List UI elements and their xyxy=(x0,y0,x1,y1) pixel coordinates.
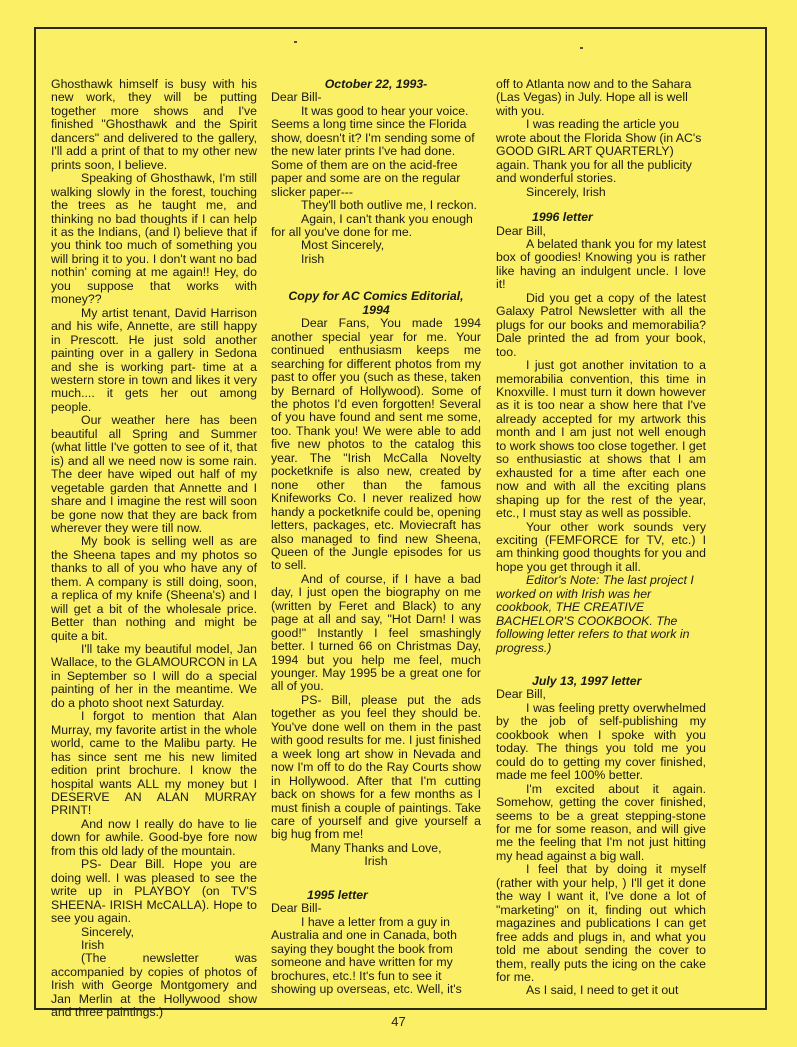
column-right xyxy=(496,78,706,998)
paragraph: And now I really do have to lie down for awhile. Good-bye fore now from this old lady of the mountain. xyxy=(51,816,257,858)
paragraph: A belated thank you for my latest box of goodies! Knowing you is rather like having an indulgent uncle. I love it! xyxy=(496,236,706,292)
paragraph: I forgot to mention that Alan Murray, my favorite artist in the whole world, came to the Malibu party. He has since sent me his new limited edition print brochure. I know the hospital wants ALL my money but I DESERVE AN ALAN MURRAY PRINT! xyxy=(51,709,257,818)
paragraph: PS- Bill, please put the ads together as you feel they should be. You've done well on them in the past with good results for me. I just finished a week long art show in Nevada and now I'm off to do the Ray Courts show in Hollywood. After that I'm cutting back on shows for a few months as I must finish a couple of paintings. Take care of yourself and give yourself a big hug from me! xyxy=(271,692,481,842)
editorial-note: (The newsletter was accompanied by copies of photos of Irish with George Montgomery and Jan Merlin at the Hollywood show and three paintings.) xyxy=(51,951,257,1020)
paragraph: PS- Dear Bill. Hope you are doing well. I was pleased to see the write up in PLAYBOY (on TV'S SHEENA- IRISH McCALLA). Hope to see you again. xyxy=(51,857,257,926)
salutation: Dear Bill, xyxy=(496,223,546,238)
paragraph: I feel that by doing it myself (rather with your help, ) I'll get it done the way I want it, I've done a lot of "marketing" on it, finding out which magazines and publications I can get free adds and plugs in, and what you told me about sending the cover to them, really puts the icing on the cake for me. xyxy=(496,862,706,984)
letter-heading: October 22, 1993- xyxy=(324,77,428,91)
signature: Irish xyxy=(364,854,388,869)
paragraph: It was good to hear your voice. Seems a long time since the Florida show, doesn't it? I'm sending some of the new later prints I've had done. Some of them are on the acid-free paper and some are on the regular slicker paper--- xyxy=(271,103,475,199)
letter-heading-year: 1994 xyxy=(362,302,390,317)
paragraph: I was feeling pretty overwhelmed by the job of self-publishing my cookbook when I spoke with you today. The things you told me you could do to getting my cover finished, made me feel 100% better. xyxy=(496,700,706,783)
paragraph: Your other work sounds very exciting (FEMFORCE for TV, etc.) I am thinking good thoughts for you and hope you get through it all. xyxy=(496,519,706,574)
salutation: Dear Bill- xyxy=(271,90,322,105)
signature: Irish xyxy=(81,938,105,952)
paragraph: I was reading the article you wrote about the Florida Show (in AC's GOOD GIRL ART QUARTERLY) again. Thank you for all the publicity and wonderful stories. xyxy=(496,117,702,186)
paragraph: Ghosthawk himself is busy with his new work, they will be putting together more shows and I've finished "Ghosthawk and the Spirit dancers" and delivered to the gallery, I'll add a print of that to my other new prints soon, I believe. xyxy=(51,77,257,172)
paragraph: Our weather here has been beautiful all Spring and Summer (what little I've gotten to see of it, that is) and all we need now is some rain. The deer have wiped out half of my vegetable garden that Annette and I share and I imagine the rest will soon be gone now that they are back from wherever they were till now. xyxy=(51,413,257,535)
paragraph: As I said, I need to get it out xyxy=(526,983,679,998)
paragraph: Again, I can't thank you enough for all you've done for me. xyxy=(271,211,473,239)
closing-line: Most Sincerely, xyxy=(301,238,385,253)
paragraph: Speaking of Ghosthawk, I'm still walking slowly in the forest, touching the trees as he taught me, and thinking no bad thoughts if I can help it as the Indians, (and I) believe that if you think too much of something you will bring it to you. I don't want no bad nothin' coming at me again!! Hey, do you suppose that works with money?? xyxy=(51,171,257,307)
paragraph: Dear Fans, You made 1994 another special year for me. Your continued enthusiasm keeps me searching for different photos from my past to offer you (such as these, taken by Bernard of Hollywood). Some of the photos I'd even forgotten! Several of you have found and sent me some, too. Thank you! We were able to add five new photos to the catalog this year. The "Irish McCalla Novelty pocketknife is also new, created by none other than the famous Knifeworks Co. I never realized how handy a pocketknife could be, opening letters, packages, etc. Moviecraft has also managed to find new Sheena, Queen of the Jungle episodes for us to sell. xyxy=(271,316,481,573)
paragraph: My artist tenant, David Harrison and his wife, Annette, are still happy in Prescott. He just sold another painting over in a gallery in Sedona and she is working part- time at a western store in town and likes it very much.... it gets her out among people. xyxy=(51,305,257,414)
print-speck xyxy=(294,41,297,43)
letter-heading: 1996 letter xyxy=(532,210,593,225)
closing-line: Sincerely, Irish xyxy=(526,184,606,199)
print-speck xyxy=(580,47,583,49)
paragraph: I just got another invitation to a memorabilia convention, this time in Knoxville. I must turn it down however as it is too near a show here that I've already accepted for my artwork this month and I am just not well enough to work shows too close together. I get so enthusiastic at shows that I am exhausted for a time after each one now and with all the exciting plans shaping up for the rest of the year, etc., I must stay as well as possible. xyxy=(496,358,706,521)
column-left xyxy=(51,78,257,1020)
paragraph: They'll both outlive me, I reckon. xyxy=(301,198,477,213)
page-number: 47 xyxy=(391,1014,406,1029)
salutation: Dear Bill- xyxy=(271,901,322,916)
paragraph: Did you get a copy of the latest Galaxy Patrol Newsletter with all the plugs for our books and memorabilia? Dale printed the ad from your book, too. xyxy=(496,290,706,359)
letter-heading: Copy for AC Comics Editorial, xyxy=(288,289,464,304)
letter-heading: July 13, 1997 letter xyxy=(532,674,642,689)
signature: Irish xyxy=(301,251,325,266)
salutation: Dear Bill, xyxy=(496,687,546,702)
paragraph: And of course, if I have a bad day, I just open the biography on me (written by Feret and Black) to any page at all and say, "Hot Darn! I was good!" Instantly I feel smashingly better. I turned 66 on Christmas Day, 1994 but you help me feel, much younger. May 1995 be a great one for all of you. xyxy=(271,571,481,694)
paragraph: I have a letter from a guy in Australia and one in Canada, both saying they bought the book from someone and have written for my brochures, etc.! It's fun to see it showing up overseas, etc. Well, it's xyxy=(271,914,462,996)
editor-note: Editor's Note: The last project I worked on with Irish was her cookbook, THE CREATIVE BACHELOR'S COOKBOOK. The following letter refers to that work in progress.) xyxy=(496,573,694,655)
paragraph-continued: off to Atlanta now and to the Sahara (Las Vegas) in July. Hope all is well with you. xyxy=(496,77,692,118)
column-middle xyxy=(271,78,481,996)
closing-line: Many Thanks and Love, xyxy=(310,840,442,855)
paragraph: My book is selling well as are the Sheena tapes and my photos so thanks to all of you who have any of them. A company is still doing, soon, a replica of my knife (Sheena's) and I will get a bit of the wholesale price. Better than nothing and might be quite a bit. xyxy=(51,534,257,643)
closing-line: Sincerely, xyxy=(81,924,135,939)
paragraph: I'm excited about it again. Somehow, getting the cover finished, seems to be a great stepping-stone for me for some reason, and will give me the feeling that I'm not just hitting my head against a big wall. xyxy=(496,781,706,863)
paragraph: I'll take my beautiful model, Jan Wallace, to the GLAMOURCON in LA in September so I will do a special painting of her in the meantime. We do a photo shoot next Saturday. xyxy=(51,642,257,710)
letter-heading: 1995 letter xyxy=(307,887,368,902)
